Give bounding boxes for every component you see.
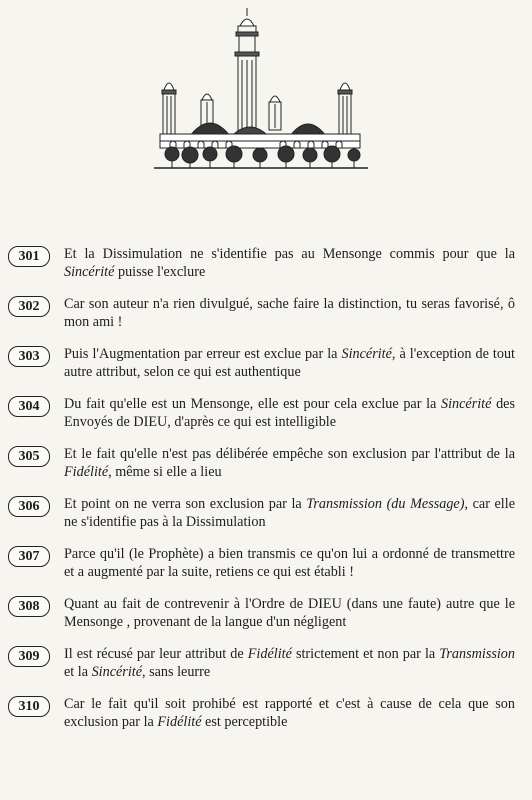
verse-text-segment: des Envoyés de DIEU, d'après ce qui est intelligible: [64, 396, 515, 430]
verse-text: [64, 596, 515, 631]
verse-text: [64, 446, 515, 481]
verse-text-emphasis: Fidélité: [157, 713, 202, 730]
verse-text: [64, 296, 515, 331]
verse-number-badge: 308: [8, 596, 50, 617]
verse-number-badge: 309: [8, 646, 50, 667]
verse-text-segment: Quant au fait de contrevenir à l'Ordre de DIEU (dans une faute) autre que le Mensonge , provenant de la langue d'un négligent: [64, 596, 515, 630]
verse-item: [8, 546, 524, 596]
verse-list: [8, 246, 524, 746]
verse-text-segment: , à l'exception de tout autre attribut, selon ce qui est authentique: [64, 346, 515, 380]
verse-number-badge: 302: [8, 296, 50, 317]
verse-item: [8, 296, 524, 346]
verse-text: [64, 546, 515, 581]
verse-text-emphasis: Fidélité: [64, 463, 109, 480]
verse-number-badge: 301: [8, 246, 50, 267]
verse-item: [8, 246, 524, 296]
verse-number-badge: 307: [8, 546, 50, 567]
verse-text-emphasis: Transmission: [439, 646, 515, 662]
verse-item: [8, 596, 524, 646]
verse-text: [64, 496, 515, 531]
verse-text: [64, 246, 515, 281]
verse-item: [8, 496, 524, 546]
verse-text-segment: Car son auteur n'a rien divulgué, sache faire la distinction, tu seras favorisé, ô mon ami !: [64, 296, 515, 330]
verse-item: [8, 446, 524, 496]
verse-text-segment: est perceptible: [201, 713, 288, 730]
verse-text-segment: , car elle ne s'identifie pas à la Dissimulation: [64, 496, 515, 530]
verse-text-segment: , même si elle a lieu: [108, 463, 222, 480]
verse-text-segment: Parce qu'il (le Prophète) a bien transmis ce qu'on lui a ordonné de transmettre et a augmenté par la suite, retiens ce qui est établi !: [64, 546, 515, 580]
verse-text-emphasis: Sincérité: [440, 396, 492, 412]
verse-text-segment: Du fait qu'elle est un Mensonge, elle est pour cela exclue par la: [64, 396, 441, 412]
verse-text-emphasis: Sincérité: [64, 263, 115, 280]
verse-text-segment: puisse l'exclure: [114, 263, 206, 280]
verse-text-emphasis: Transmission (du Message): [306, 496, 465, 512]
verse-number-badge: 303: [8, 346, 50, 367]
verse-number-badge: 310: [8, 696, 50, 717]
mosque-illustration: [150, 4, 372, 174]
verse-text-segment: Et le fait qu'elle n'est pas délibérée empêche son exclusion par l'attribut de la: [64, 446, 515, 462]
verse-number-badge: 306: [8, 496, 50, 517]
verse-text-segment: Car le fait qu'il soit prohibé est rapporté et c'est à cause de cela que son exclusion par la: [64, 696, 515, 730]
verse-text: [64, 346, 515, 381]
verse-text-segment: Il est récusé par leur attribut de: [64, 646, 248, 662]
verse-text-emphasis: Sincérité: [341, 346, 392, 362]
verse-text-emphasis: Sincérité: [91, 663, 143, 680]
verse-item: [8, 696, 524, 746]
verse-item: [8, 346, 524, 396]
verse-text-segment: Et la Dissimulation ne s'identifie pas au Mensonge commis pour que la: [64, 246, 515, 262]
verse-text-emphasis: Fidélité: [247, 646, 292, 662]
verse-number-badge: 304: [8, 396, 50, 417]
verse-text-segment: , sans leurre: [142, 663, 211, 680]
verse-number-badge: 305: [8, 446, 50, 467]
verse-text-segment: et la: [64, 663, 92, 680]
verse-text-segment: Puis l'Augmentation par erreur est exclue par la: [64, 346, 342, 362]
verse-text: [64, 696, 515, 731]
verse-item: [8, 646, 524, 696]
verse-text-segment: strictement et non par la: [291, 646, 440, 662]
verse-item: [8, 396, 524, 446]
verse-text-segment: Et point on ne verra son exclusion par la: [64, 496, 307, 512]
verse-text: [64, 646, 515, 681]
verse-text: [64, 396, 515, 431]
